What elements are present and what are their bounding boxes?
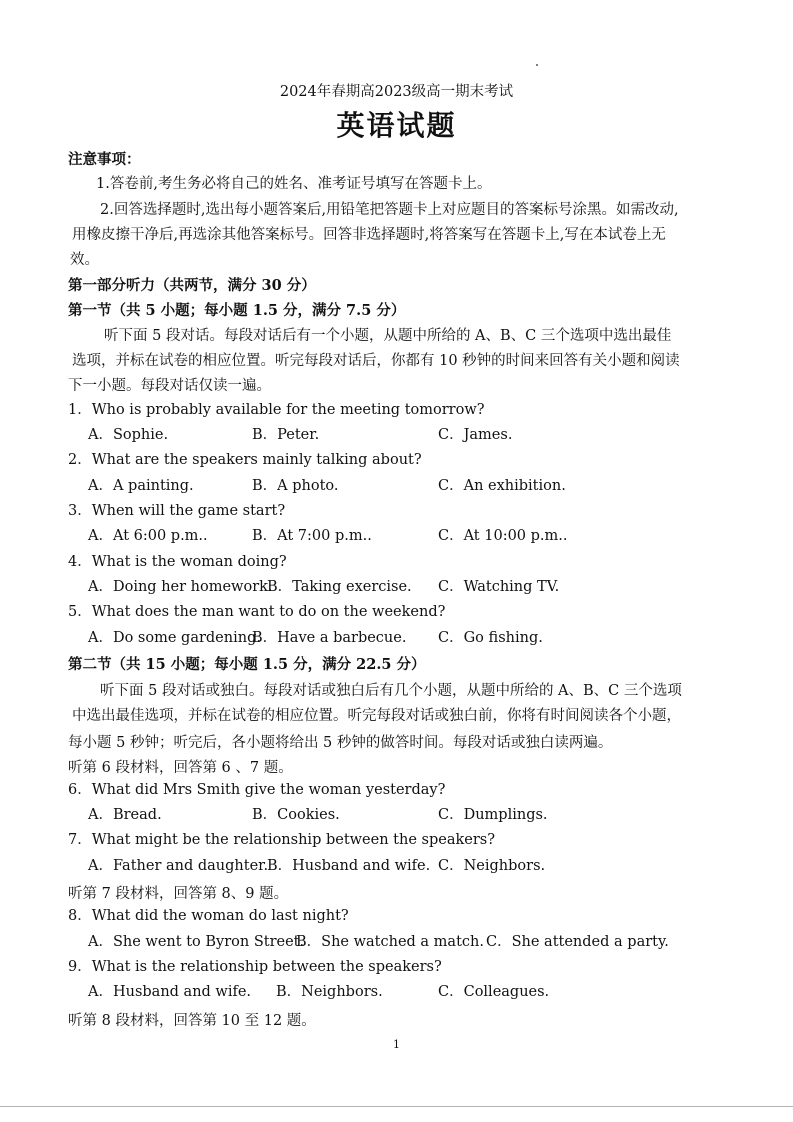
question-6-stem: 6．What did Mrs Smith give the woman yesterday? (68, 782, 446, 798)
page-number: 1 (393, 1038, 400, 1051)
question-8-option-c: C．She attended a party. (486, 934, 669, 950)
notice-item-2-line-1: 2.回答选择题时,选出每小题答案后,用铅笔把答题卡上对应题目的答案标号涂黑。如需改动, (100, 202, 679, 218)
question-7-option-b: B．Husband and wife. (267, 858, 431, 874)
question-7-option-a: A．Father and daughter. (88, 858, 269, 874)
page-bottom-divider (0, 1106, 793, 1107)
question-7-stem: 7．What might be the relationship between the speakers? (68, 832, 495, 848)
section2-instruction-line-2: 中选出最佳选项，并标在试卷的相应位置。听完每段对话或独白前，你将有时间阅读各个小题， (72, 708, 681, 724)
section2-instruction-line-1: 听下面 5 段对话或独白。每段对话或独白后有几个小题，从题中所给的 A、B、C 三个选项 (100, 683, 682, 699)
notice-item-1: 1.答卷前,考生务必将自己的姓名、准考证号填写在答题卡上。 (96, 176, 492, 192)
question-1-option-a: A．Sophie. (88, 427, 169, 443)
question-2-option-b: B．A photo. (252, 478, 339, 494)
notice-item-2-line-2: 用橡皮擦干净后,再选涂其他答案标号。回答非选择题时,将答案写在答题卡上,写在本试卷上无 (72, 227, 666, 243)
question-1-option-b: B．Peter. (252, 427, 320, 443)
question-3-option-c: C．At 10:00 p.m.. (438, 528, 568, 544)
question-3-stem: 3．When will the game start? (68, 503, 286, 519)
section1-instruction-line-3: 下一小题。每段对话仅读一遍。 (68, 378, 271, 394)
question-6-option-b: B．Cookies. (252, 807, 340, 823)
question-4-stem: 4．What is the woman doing? (68, 554, 287, 570)
question-1-stem: 1．Who is probably available for the meeting tomorrow? (68, 402, 485, 418)
question-8-option-b: B．She watched a match. (296, 934, 484, 950)
section2-instruction-line-3: 每小题 5 秒钟；听完后，各小题将给出 5 秒钟的做答时间。每段对话或独白读两遍。 (68, 735, 613, 751)
question-2-stem: 2．What are the speakers mainly talking about? (68, 452, 422, 468)
material-8-prompt: 听第 8 段材料，回答第 10 至 12 题。 (68, 1013, 316, 1029)
question-5-option-c: C．Go fishing. (438, 630, 543, 646)
material-6-prompt: 听第 6 段材料，回答第 6 、7 题。 (68, 760, 293, 776)
question-8-option-a: A．She went to Byron Street. (88, 934, 305, 950)
question-3-option-b: B．At 7:00 p.m.. (252, 528, 372, 544)
notice-heading: 注意事项： (68, 151, 141, 168)
question-2-option-c: C．An exhibition. (438, 478, 566, 494)
question-9-stem: 9．What is the relationship between the speakers? (68, 959, 442, 975)
question-8-stem: 8．What did the woman do last night? (68, 908, 349, 924)
question-6-option-c: C．Dumplings. (438, 807, 548, 823)
section1-instruction-line-2: 选项，并标在试卷的相应位置。听完每段对话后，你都有 10 秒钟的时间来回答有关小题和阅读 (72, 353, 680, 369)
question-3-option-a: A．At 6:00 p.m.. (88, 528, 208, 544)
section1-instruction-line-1: 听下面 5 段对话。每段对话后有一个小题，从题中所给的 A、B、C 三个选项中选出最佳 (104, 328, 672, 344)
question-4-option-c: C．Watching TV. (438, 579, 560, 595)
question-2-option-a: A．A painting. (88, 478, 194, 494)
notice-item-2-line-3: 效。 (70, 252, 99, 268)
question-4-option-b: B．Taking exercise. (267, 579, 412, 595)
exam-subtitle: 2024年春期高2023级高一期末考试 (279, 84, 514, 100)
question-4-option-a: A．Doing her homework. (88, 579, 273, 595)
exam-title: 英语试题 (336, 109, 457, 142)
question-1-option-c: C．James. (438, 427, 513, 443)
scan-dot (536, 64, 538, 66)
part1-heading: 第一部分听力（共两节，满分 30 分） (68, 277, 316, 294)
section1-heading: 第一节（共 5 小题；每小题 1.5 分，满分 7.5 分） (68, 302, 406, 319)
question-9-option-b: B．Neighbors. (276, 984, 383, 1000)
question-6-option-a: A．Bread. (88, 807, 162, 823)
question-7-option-c: C．Neighbors. (438, 858, 546, 874)
question-5-stem: 5．What does the man want to do on the weekend? (68, 604, 446, 620)
question-5-option-a: A．Do some gardening. (88, 630, 261, 646)
material-7-prompt: 听第 7 段材料，回答第 8、9 题。 (68, 886, 289, 902)
section2-heading: 第二节（共 15 小题；每小题 1.5 分，满分 22.5 分） (68, 656, 426, 673)
question-5-option-b: B．Have a barbecue. (252, 630, 407, 646)
question-9-option-a: A．Husband and wife. (88, 984, 252, 1000)
question-9-option-c: C．Colleagues. (438, 984, 550, 1000)
